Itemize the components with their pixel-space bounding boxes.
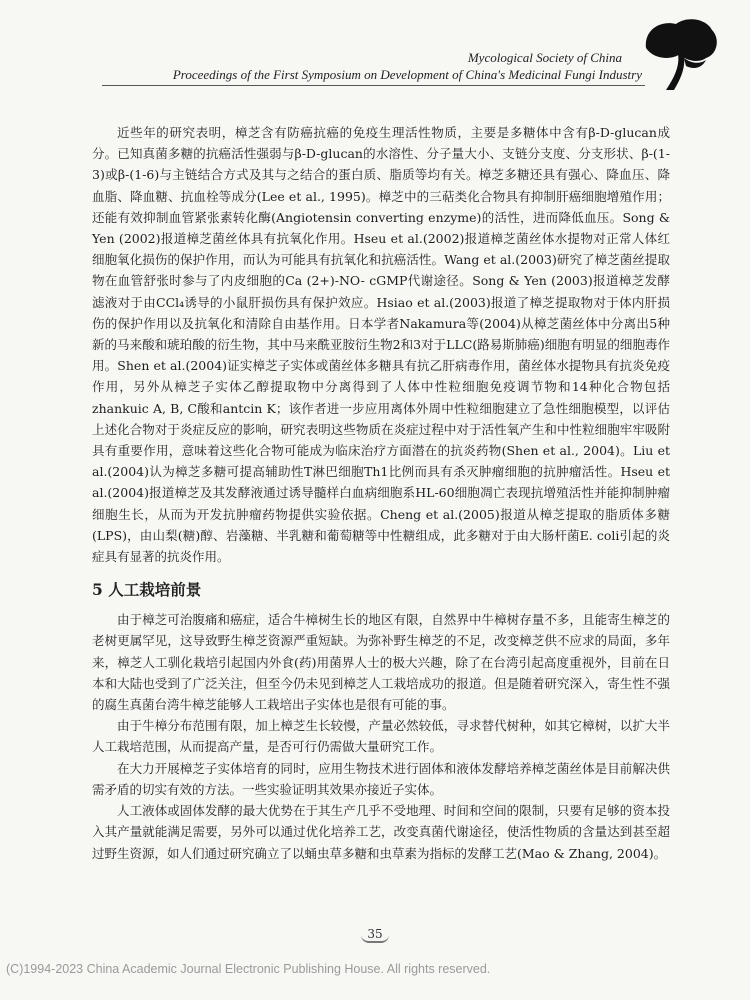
body-paragraph: 在大力开展樟芝子实体培育的同时，应用生物技术进行固体和液体发酵培养樟芝菌丝体是目前解决供需矛盾的切实有效的方法。一些实验证明其效果亦接近子实体。: [92, 760, 670, 797]
page-number-label: 35: [361, 927, 388, 943]
body-paragraph: 近些年的研究表明，樟芝含有防癌抗癌的免疫生理活性物质，主要是多糖体中含有β-D-glucan成分。已知真菌多糖的抗癌活性强弱与β-D-glucan的水溶性、分子量大小、支链分支度、分支形状、β-(1-3)或β-(1-6)与主链结合方式及其与之结合的蛋白质、脂质等均有关。樟芝多糖还具有强心、降血压、降血脂、降血糖、抗血栓等成分(Lee et al., 1995)。樟芝中的三萜类化合物具有抑制肝癌细胞增殖作用；还能有效抑制血管紧张素转化酶(Angiotensin converting enzyme)的活性，进而降低血压。Song & Yen (2002)报道樟芝菌丝体具有抗氧化作用。Hseu et al.(2002)报道樟芝菌丝体水提物对正常人体红细胞氧化损伤的保护作用，而认为可能具有抗氧化和抗癌活性。Wang et al.(2003)研究了樟芝菌丝提取物在血管舒张时参与了内皮细胞的Ca (2+)-NO- cGMP代谢途径。Song & Yen (2003)报道樟芝发酵滤液对于由CCl₄诱导的小鼠肝损伤具有保护效应。Hsiao et al.(2003)报道了樟芝提取物对于体内肝损伤的保护作用以及抗氧化和清除自由基作用。日本学者Nakamura等(2004)从樟芝菌丝体中分离出5种新的马来酸和琥珀酸的衍生物，其中马来酰亚胺衍生物2和3对于LLC(路易斯肺癌)细胞有明显的细胞毒作用。Shen et al.(2004)证实樟芝子实体或菌丝体多糖具有抗乙肝病毒作用，菌丝体水提物具有抗炎免疫作用，另外从樟芝子实体乙醇提取物中分离得到了人体中性粒细胞免疫调节物和14种化合物包括zhankuic A, B, C酸和antcin K；该作者进一步应用离体外周中性粒细胞建立了急性细胞模型，以评估上述化合物对于炎症反应的影响，研究表明这些物质在炎症过程中对于活性氧产生和中性粒细胞牢牢吸附具有重要作用，意味着这些化合物可能成为临床治疗方面潜在的抗炎药物(Shen et al., 2004)。Liu et al.(2004)认为樟芝多糖可提高辅助性T淋巴细胞Th1比例而具有杀灭肿瘤细胞的抗肿瘤活性。Hseu et al.(2004)报道樟芝及其发酵液通过诱导髓样白血病细胞系HL-60细胞凋亡表现抗增殖活性并能抑制肿瘤细胞生长，从而为开发抗肿瘤药物提供实验依据。Cheng et al.(2005)报道从樟芝提取的脂质体多糖(LPS)，由山梨(糖)醇、岩藻糖、半乳糖和葡萄糖等中性糖组成，此多糖对于由大肠杆菌E. coli引起的炎症具有显著的抗炎作用。: [92, 125, 670, 565]
header-organization: Mycological Society of China: [467, 50, 622, 65]
body-paragraph: 由于牛樟分布范围有限，加上樟芝生长较慢，产量必然较低，寻求替代树种，如其它樟树，以扩大半人工栽培范围，从而提高产量，是否可行仍需做大量研究工作。: [92, 718, 670, 755]
header-divider: [102, 85, 645, 86]
page-header: [0, 0, 750, 90]
mushroom-logo-icon: [640, 14, 722, 96]
section-heading: [92, 578, 670, 602]
header-proceedings-title: Proceedings of the First Symposium on Development of China's Medicinal Fungi Industry: [172, 67, 642, 82]
section-number: 5: [92, 580, 103, 600]
page-number: [0, 927, 750, 943]
body-paragraph: 由于樟芝可治腹痛和癌症，适合牛樟树生长的地区有限，自然界中牛樟树存量不多，且能寄生樟芝的老树更属罕见，这导致野生樟芝资源严重短缺。为弥补野生樟芝的不足，改变樟芝供不应求的局面，多年来，樟芝人工驯化栽培引起国内外食(药)用菌界人士的极大兴趣，除了在台湾引起高度重视外，目前在日本和大陆也受到了广泛关注，但至今仍未见到樟芝人工栽培成功的报道。但是随着研究深入，寄生性不强的腐生真菌台湾牛樟芝能够人工栽培出子实体也是很有可能的事。: [92, 612, 670, 713]
body-paragraph: 人工液体或固体发酵的最大优势在于其生产几乎不受地理、时间和空间的限制，只要有足够的资本投入其产量就能满足需要，另外可以通过优化培养工艺，改变真菌代谢途径，使活性物质的含量达到甚至超过野生资源，如人们通过研究确立了以蛹虫草多糖和虫草素为指标的发酵工艺(Mao & Zhang, 2004)。: [92, 803, 670, 861]
article-body: [92, 122, 670, 864]
copyright-footer: (C)1994-2023 China Academic Journal Electronic Publishing House. All rights reserved.: [6, 962, 491, 976]
section-title: 人工栽培前景: [108, 580, 202, 600]
